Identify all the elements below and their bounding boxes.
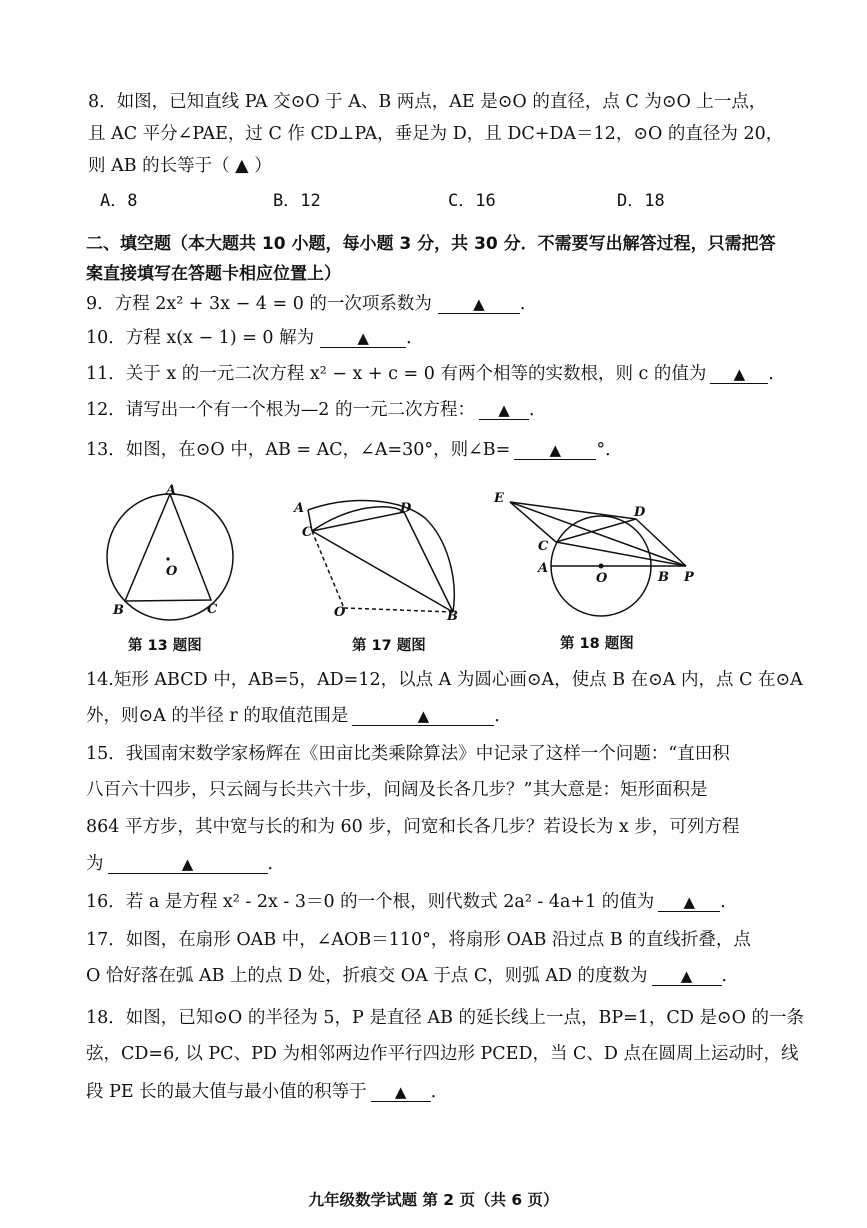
page-footer: 九年级数学试题 第 2 页（共 6 页）: [308, 1191, 559, 1209]
q18-line2: 弦，CD=6, 以 PC、PD 为相邻两边作平行四边形 PCED，当 C、D 点在圆周上运动时，线: [86, 1044, 799, 1064]
fig17-label-a: A: [294, 501, 305, 516]
q18-line3: 段 PE 长的最大值与最小值的积等于 ▲ ．: [86, 1082, 449, 1102]
figure-18-caption: 第 18 题图: [560, 636, 634, 652]
figure-18: [488, 484, 708, 624]
fig13-label-b: B: [113, 603, 124, 618]
q10-answer-blank: ▲: [320, 329, 406, 348]
q12: 12．请写出一个有一个根为—2 的一元二次方程： ▲ ．: [86, 400, 547, 420]
fig18-label-d: D: [634, 505, 646, 520]
q13: 13．如图，在⊙O 中，AB = AC，∠A=30°，则∠B= ▲ °．: [86, 440, 623, 460]
section2-heading-line2: 案直接填写在答题卡相应位置上）: [86, 264, 341, 284]
q17-line2: O 恰好落在弧 AB 上的点 D 处，折痕交 OA 于点 C，则弧 AD 的度数为 ▲ ．: [86, 966, 740, 986]
q18-line1: 18．如图，已知⊙O 的半径为 5，P 是直径 AB 的延长线上一点，BP=1，CD 是⊙O 的一条: [86, 1008, 804, 1028]
q8-line1: 8．如图，已知直线 PA 交⊙O 于 A、B 两点，AE 是⊙O 的直径，点 C 为⊙O 上一点，: [88, 92, 767, 112]
fig18-label-a: A: [538, 561, 549, 576]
q16-answer-blank: ▲: [658, 893, 720, 912]
fig18-label-c: C: [538, 539, 549, 554]
figure-13-caption: 第 13 题图: [128, 638, 202, 654]
q15-line4: 为 ▲ ．: [86, 854, 285, 874]
q17-line1: 17．如图，在扇形 OAB 中，∠AOB＝110°，将扇形 OAB 沿过点 B 的直线折叠，点: [86, 930, 751, 950]
fig17-label-c: C: [302, 525, 313, 540]
q8-option-a: A．8: [100, 191, 138, 211]
fig18-label-e: E: [494, 491, 504, 506]
q14-answer-blank: ▲: [352, 707, 494, 726]
q17-answer-blank: ▲: [652, 967, 722, 986]
q8-option-c: C．16: [448, 191, 496, 211]
fig17-label-o: O: [334, 605, 346, 620]
q15-line1: 15．我国南宋数学家杨辉在《田亩比类乘除算法》中记录了这样一个问题：“直田积: [86, 744, 730, 764]
q13-answer-blank: ▲: [514, 441, 596, 460]
q9-answer-blank: ▲: [438, 295, 520, 314]
q8-line3: 则 AB 的长等于（ ▲ ）: [88, 156, 272, 176]
fig13-label-o: O: [166, 564, 178, 579]
q8-option-d: D．18: [617, 191, 665, 211]
figure-17-caption: 第 17 题图: [352, 638, 426, 654]
figure-13: [100, 482, 250, 622]
q9: 9．方程 2x² + 3x − 4 = 0 的一次项系数为 ▲ ．: [86, 294, 538, 314]
q10: 10．方程 x(x − 1) = 0 解为 ▲ ．: [86, 328, 424, 348]
q12-answer-blank: ▲: [479, 401, 529, 420]
fig17-label-d: D: [400, 501, 412, 516]
fig18-label-o: O: [596, 571, 608, 586]
q14-line2: 外，则⊙A 的半径 r 的取值范围是 ▲ ．: [86, 706, 512, 726]
q11-answer-blank: ▲: [710, 365, 768, 384]
q16: 16．若 a 是方程 x² - 2x - 3＝0 的一个根，则代数式 2a² - 4a+1 的值为 ▲ ．: [86, 892, 738, 912]
fig13-label-c: C: [207, 602, 218, 617]
q15-line2: 八百六十四步，只云阔与长共六十步，问阔及长各几步？”其大意是：矩形面积是: [86, 780, 708, 800]
fig17-label-b: B: [447, 609, 458, 624]
q8-line2: 且 AC 平分∠PAE，过 C 作 CD⊥PA，垂足为 D，且 DC+DA＝12，⊙O 的直径为 20，: [88, 124, 784, 144]
fig13-label-a: A: [166, 483, 177, 498]
q8-option-b: B．12: [273, 191, 321, 211]
fig18-label-b: B: [658, 570, 669, 585]
q18-answer-blank: ▲: [371, 1083, 431, 1102]
q14-line1: 14.矩形 ABCD 中，AB=5，AD=12，以点 A 为圆心画⊙A，使点 B 在⊙A 内，点 C 在⊙A: [86, 670, 803, 690]
section2-heading-line1: 二、填空题（本大题共 10 小题，每小题 3 分，共 30 分．不需要写出解答过程，只需把答: [86, 234, 776, 254]
fig18-label-p: P: [684, 570, 694, 585]
q11: 11．关于 x 的一元二次方程 x² − x + c = 0 有两个相等的实数根，则 c 的值为 ▲ ．: [86, 364, 786, 384]
q15-line3: 864 平方步，其中宽与长的和为 60 步，问宽和长各几步？若设长为 x 步，可列方程: [86, 817, 740, 837]
q15-answer-blank: ▲: [108, 855, 268, 874]
figure-17: [290, 490, 470, 625]
